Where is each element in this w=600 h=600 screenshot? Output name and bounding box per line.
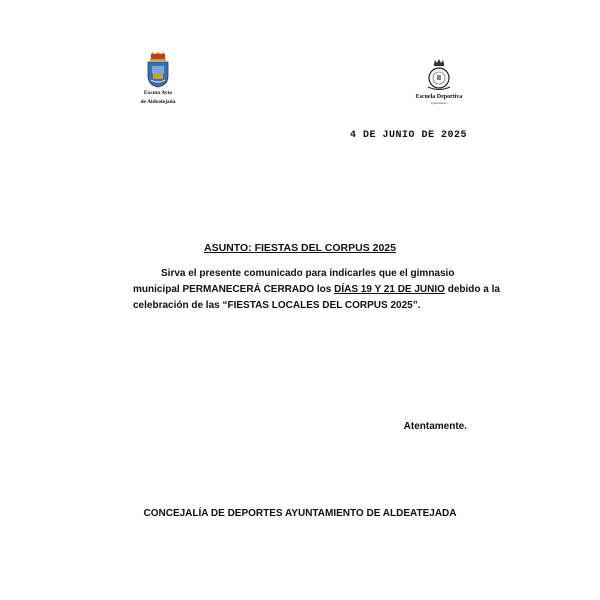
municipal-logo	[128, 52, 188, 106]
body-paragraph	[133, 266, 500, 314]
closure-dates: DÍAS 19 Y 21 DE JUNIO	[334, 284, 445, 295]
body-line-2-end: debido a la	[444, 284, 500, 295]
sports-school-subcaption: Ayuntamiento	[430, 101, 448, 105]
closing-salutation: Atentamente.	[403, 421, 467, 432]
body-line-2	[133, 282, 500, 298]
document-date: 4 DE JUNIO DE 2025	[349, 130, 467, 141]
sports-school-logo	[404, 58, 474, 105]
sports-school-crest-icon	[424, 58, 454, 92]
municipal-logo-caption-2: de Aldeatejada	[140, 99, 176, 105]
signature-line: CONCEJALÍA DE DEPORTES AYUNTAMIENTO DE ALDEATEJADA	[143, 508, 457, 519]
body-line-1: Sirva el presente comunicado para indicarles que el gimnasio	[161, 268, 455, 279]
body-line-3: celebración de las “FIESTAS LOCALES DEL CORPUS 2025”.	[133, 300, 421, 311]
sports-school-caption: Escuela Deportiva	[415, 94, 463, 100]
municipal-logo-caption-1: Excmo Ayto	[143, 90, 173, 96]
subject-line: ASUNTO: FIESTAS DEL CORPUS 2025	[204, 242, 396, 254]
body-line-2-start: municipal PERMANECERÁ CERRADO los	[133, 284, 335, 295]
coat-of-arms-icon	[143, 52, 173, 88]
